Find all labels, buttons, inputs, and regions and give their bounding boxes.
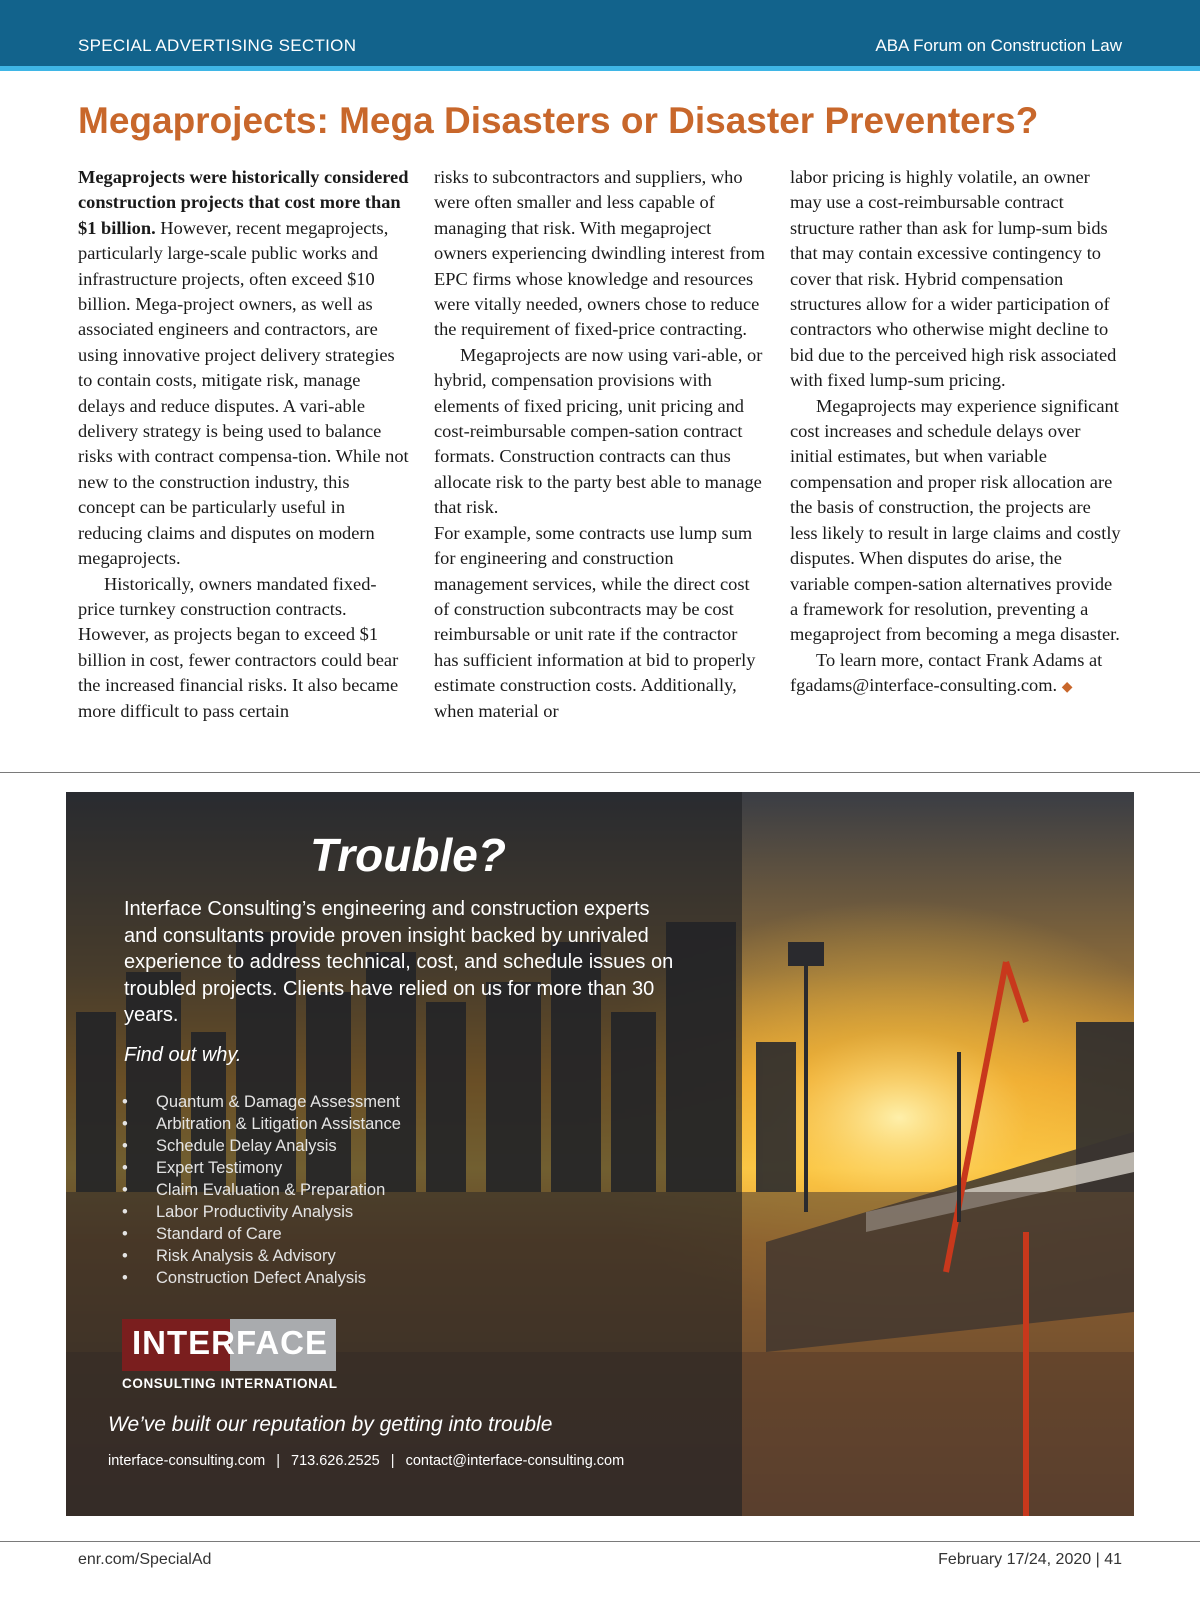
footer-url[interactable]: enr.com/SpecialAd	[78, 1551, 212, 1568]
publication-name: ABA Forum on Construction Law	[875, 36, 1122, 55]
article-paragraph	[790, 648, 1122, 701]
logo-wordmark: INTERFACE	[132, 1324, 329, 1361]
article-paragraph: labor pricing is highly volatile, an owner may use a cost-reimbursable contract structure rather than ask for lump-sum bids that may contain excessive contingency to cover that risk. Hybrid compensation structures allow for a wider participation of contractors who otherwise might decline to bid due to the perceived high risk associated with fixed lump-sum pricing.	[790, 167, 1117, 391]
section-divider	[0, 772, 1200, 773]
service-item: • Claim Evaluation & Preparation	[122, 1179, 401, 1201]
article-paragraph: risks to subcontractors and suppliers, who were often smaller and less capable of managing that risk. With megaproject owners experiencing dwindling interest from EPC firms whose knowledge and resources were vitally needed, owners chose to reduce the requirement of fixed-price contracting.	[434, 167, 765, 340]
service-item: • Labor Productivity Analysis	[122, 1201, 401, 1223]
service-item: • Expert Testimony	[122, 1157, 401, 1179]
contact-separator: |	[390, 1453, 395, 1469]
service-item: • Quantum & Damage Assessment	[122, 1091, 401, 1113]
article-paragraph: Megaprojects are now using vari-able, or hybrid, compensation provisions with elements of fixed pricing, unit pricing and cost-reimbursable compen-sation contract formats. Construction contracts can thus allocate risk to the party best able to manage that risk.	[434, 344, 763, 518]
contact-line	[108, 1453, 624, 1469]
email-link[interactable]: contact@interface-consulting.com	[405, 1453, 625, 1469]
phone-number: 713.626.2525	[291, 1453, 380, 1469]
ad-tagline: We’ve built our reputation by getting into trouble	[108, 1413, 553, 1436]
footer-divider	[0, 1541, 1200, 1542]
article-paragraph: For example, some contracts use lump sum for engineering and construction management services, while the direct cost of construction subcontracts may be cost reimbursable or unit rate if the contractor has sufficient information at bid to properly estimate construction costs. Additionally, when material or	[434, 522, 756, 721]
interface-logo	[122, 1319, 336, 1371]
service-item: • Schedule Delay Analysis	[122, 1135, 401, 1157]
article-column-1	[78, 165, 410, 724]
header-accent-stripe	[0, 66, 1200, 71]
end-mark-icon: ◆	[1061, 680, 1073, 696]
ad-headline: Trouble?	[310, 829, 506, 881]
contact-separator: |	[276, 1453, 280, 1469]
advertisement	[66, 792, 1134, 1516]
logo-subtitle: CONSULTING INTERNATIONAL	[122, 1376, 338, 1391]
contact-text: To learn more, contact Frank Adams at fgadams@interface-consulting.com.	[790, 649, 1103, 696]
footer-date-page: February 17/24, 2020 | 41	[938, 1551, 1122, 1568]
service-item: • Standard of Care	[122, 1223, 401, 1245]
header-bar	[0, 0, 1200, 66]
services-list	[122, 1091, 401, 1289]
article-column-2	[434, 165, 766, 724]
article-paragraph	[78, 165, 410, 572]
section-label: SPECIAL ADVERTISING SECTION	[78, 36, 357, 55]
article-paragraph: Megaprojects may experience significant cost increases and schedule delays over initial estimates, but when variable compensation and proper risk allocation are the basis of construction, the projects are less likely to result in large claims and costly disputes. When disputes do arise, the variable compen-sation alternatives provide a framework for resolution, preventing a megaproject from becoming a mega disaster.	[790, 395, 1121, 645]
article-paragraph: Historically, owners mandated fixed-price turnkey construction contracts. However, as projects began to exceed $1 billion in cost, fewer contractors could bear the increased financial risks. It also became more difficult to pass certain	[78, 573, 399, 721]
service-item: • Construction Defect Analysis	[122, 1267, 401, 1289]
service-item: • Arbitration & Litigation Assistance	[122, 1113, 401, 1135]
ad-body-text: Interface Consulting’s engineering and construction experts and consultants provide proven insight backed by unrivaled experience to address technical, cost, and schedule issues on troubled projects. Clients have relied on us for more than 30 years.	[124, 898, 674, 1026]
article-title: Megaprojects: Mega Disasters or Disaster Preventers?	[78, 100, 1039, 141]
article-lead-bold: Megaprojects were historically considered construction projects that cost more than $1 billion.	[78, 167, 409, 238]
article-lead-text: However, recent megaprojects, particularly large-scale public works and infrastructure projects, often exceed $10 billion. Mega-project owners, as well as associated engineers and contractors, are using innovative project delivery strategies to contain costs, mitigate risk, manage delays and reduce disputes. A vari-able delivery strategy is being used to balance risks with contract compensa-tion. While not new to the construction industry, this concept can be particularly useful in reducing claims and disputes on modern megaprojects.	[78, 217, 409, 569]
service-item: • Risk Analysis & Advisory	[122, 1245, 401, 1267]
website-link[interactable]: interface-consulting.com	[108, 1453, 266, 1469]
article-column-3	[790, 165, 1122, 701]
ad-find-out: Find out why.	[124, 1044, 242, 1066]
